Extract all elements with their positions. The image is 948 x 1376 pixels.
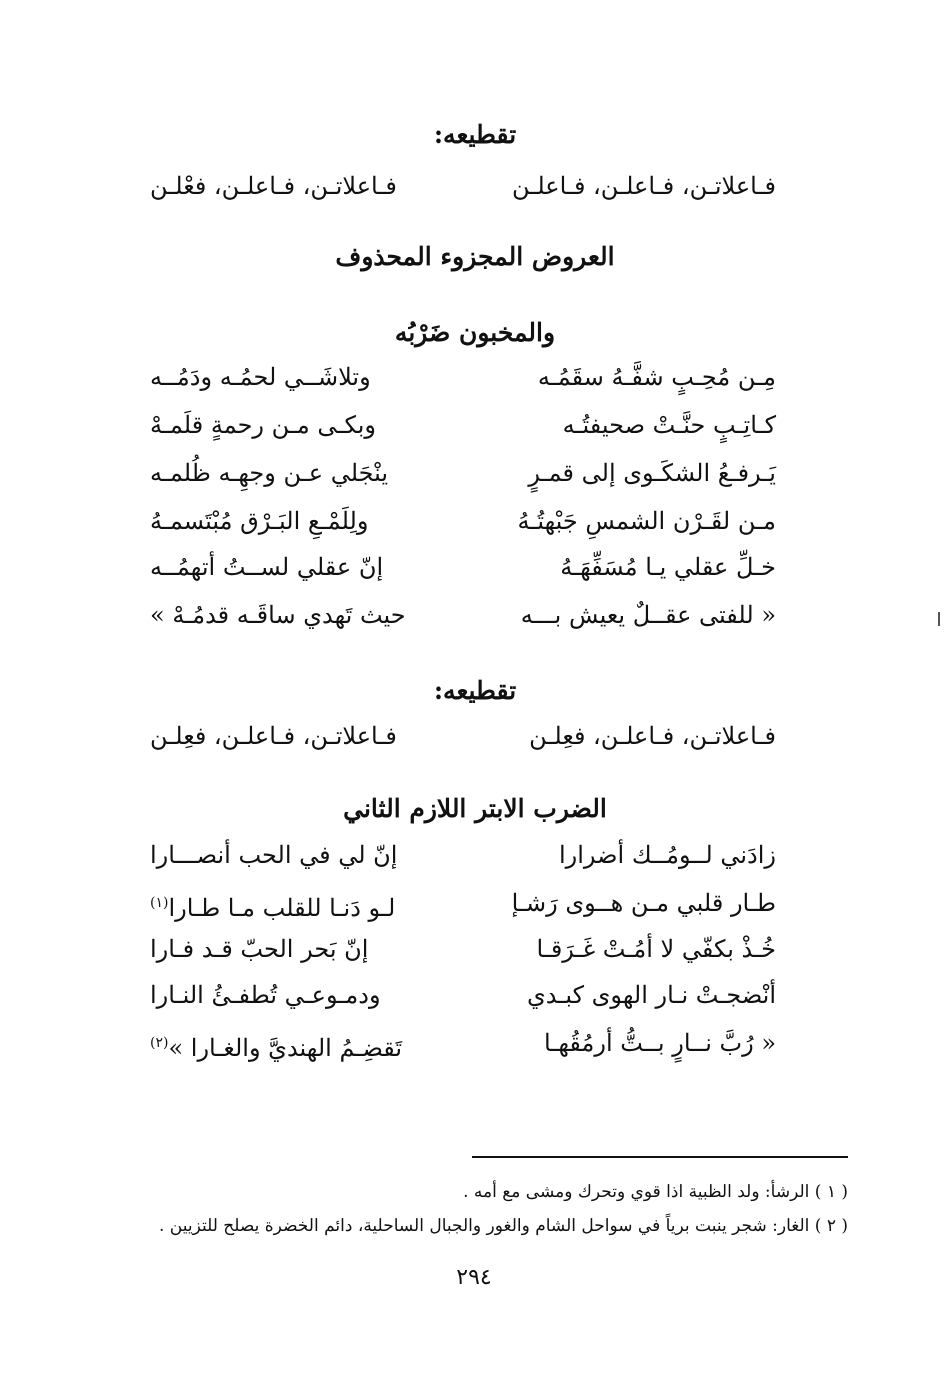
scansion-heading: تقطيعه: [433, 120, 517, 149]
verse-line [150, 928, 776, 970]
verse-line [150, 452, 776, 494]
verse-first-hemistich: « للفتى عقــلٌ يعيش بـــه [520, 601, 776, 629]
page-number: ٢٩٤ [456, 1265, 492, 1290]
verse-first-hemistich: زادَني لــومُــك أضرارا [558, 841, 776, 869]
verse-second-hemistich: وبكـى مـن رحمةٍ قلَمـهْ [150, 411, 376, 439]
scansion-second-half: فـاعلاتـن، فـاعلـن، فعْلـن [150, 172, 397, 200]
verse-line [150, 594, 776, 636]
verse-second-hemistich: إنّ عقلي لســتُ أتهمُــه [150, 553, 384, 581]
verse-line [150, 834, 776, 876]
verse-line [150, 404, 776, 446]
footnote-marker: (١) [150, 895, 169, 911]
section-subtitle: والمخبون ضَرْبُه [394, 318, 556, 347]
verse-line [150, 1022, 776, 1064]
footnote-separator [472, 1156, 848, 1158]
verse-first-hemistich: طـار قلبي مـن هــوى رَشـإ [511, 889, 776, 917]
verse-second-hemistich: إنّ لي في الحب أنصـــارا [150, 841, 398, 869]
verse-second-hemistich: حيث تَهدي ساقَـه قدمُـهْ » [150, 601, 406, 629]
verse-second-hemistich: إنّ بَحر الحبّ قـد فـارا [150, 935, 369, 963]
footnote-1: ( ١ ) الرشأ: ولد الظبية اذا قوي وتحرك ومشى مع أمه . [463, 1182, 848, 1202]
verse-first-hemistich: يَـرفـعُ الشكَـوى إلى قمـرٍ [528, 459, 776, 487]
verse-line [150, 546, 776, 588]
verse-second-hemistich: ينْجَلي عـن وجهِـه ظُلمـه [150, 459, 389, 487]
scansion-first-half: فـاعلاتـن، فـاعلـن، فـاعلـن [512, 172, 776, 200]
verse-line [150, 974, 776, 1016]
verse-first-hemistich: مـن لقَـرْن الشمسِ جَبْهتُـهُ [517, 507, 776, 535]
section-title: الضرب الابتر اللازم الثاني [343, 794, 607, 823]
verse-text: لـو دَنـا للقلب مـا طـارا [168, 894, 396, 922]
verse-first-hemistich: أنْضجـتْ نـار الهوى كبـدي [526, 981, 776, 1009]
scansion-first-half: فـاعلاتـن، فـاعلـن، فعِلـن [529, 722, 776, 750]
section-title: العروض المجزوء المحذوف [335, 242, 615, 271]
verse-second-hemistich [150, 1022, 402, 1069]
footnote-2: ( ٢ ) الغار: شجر ينبت برياً في سواحل الشام والغور والجبال الساحلية، دائم الخضرة يصلح للتزيين . [158, 1216, 848, 1236]
verse-first-hemistich: خُـذْ بكفّي لا أمُـتْ غَـرَقـا [536, 935, 776, 963]
verse-first-hemistich: كـاتِـبٍ حنَّـتْ صحيفتُـه [562, 411, 776, 439]
verse-first-hemistich: « رُبَّ نــارٍ بــتُّ أرمُقُهـا [544, 1029, 776, 1057]
verse-line [150, 356, 776, 398]
verse-second-hemistich: وتلاشَــي لحمُـه ودَمُــه [150, 363, 371, 391]
scansion-line [150, 166, 776, 206]
scansion-second-half: فـاعلاتـن، فـاعلـن، فعِلـن [150, 722, 397, 750]
margin-mark [938, 612, 940, 626]
verse-second-hemistich: ولِلَمْـعِ البَـرْق مُبْتَسمـهُ [150, 507, 369, 535]
scansion-line [150, 716, 776, 756]
verse-first-hemistich: خـلِّ عقلي يـا مُسَفِّهَـهُ [560, 553, 776, 581]
verse-second-hemistich [150, 882, 395, 929]
scansion-heading: تقطيعه: [433, 676, 517, 705]
verse-first-hemistich: مِـن مُحِـبٍ شفَّـهُ سقَمُـه [537, 363, 776, 391]
verse-second-hemistich: ودمـوعـي تُطفـئُ النـارا [150, 981, 381, 1009]
verse-line [150, 882, 776, 924]
verse-text: تَقضِـمُ الهنديَّ والغـارا » [168, 1034, 403, 1062]
verse-line [150, 500, 776, 542]
footnote-marker: (٢) [150, 1035, 169, 1051]
